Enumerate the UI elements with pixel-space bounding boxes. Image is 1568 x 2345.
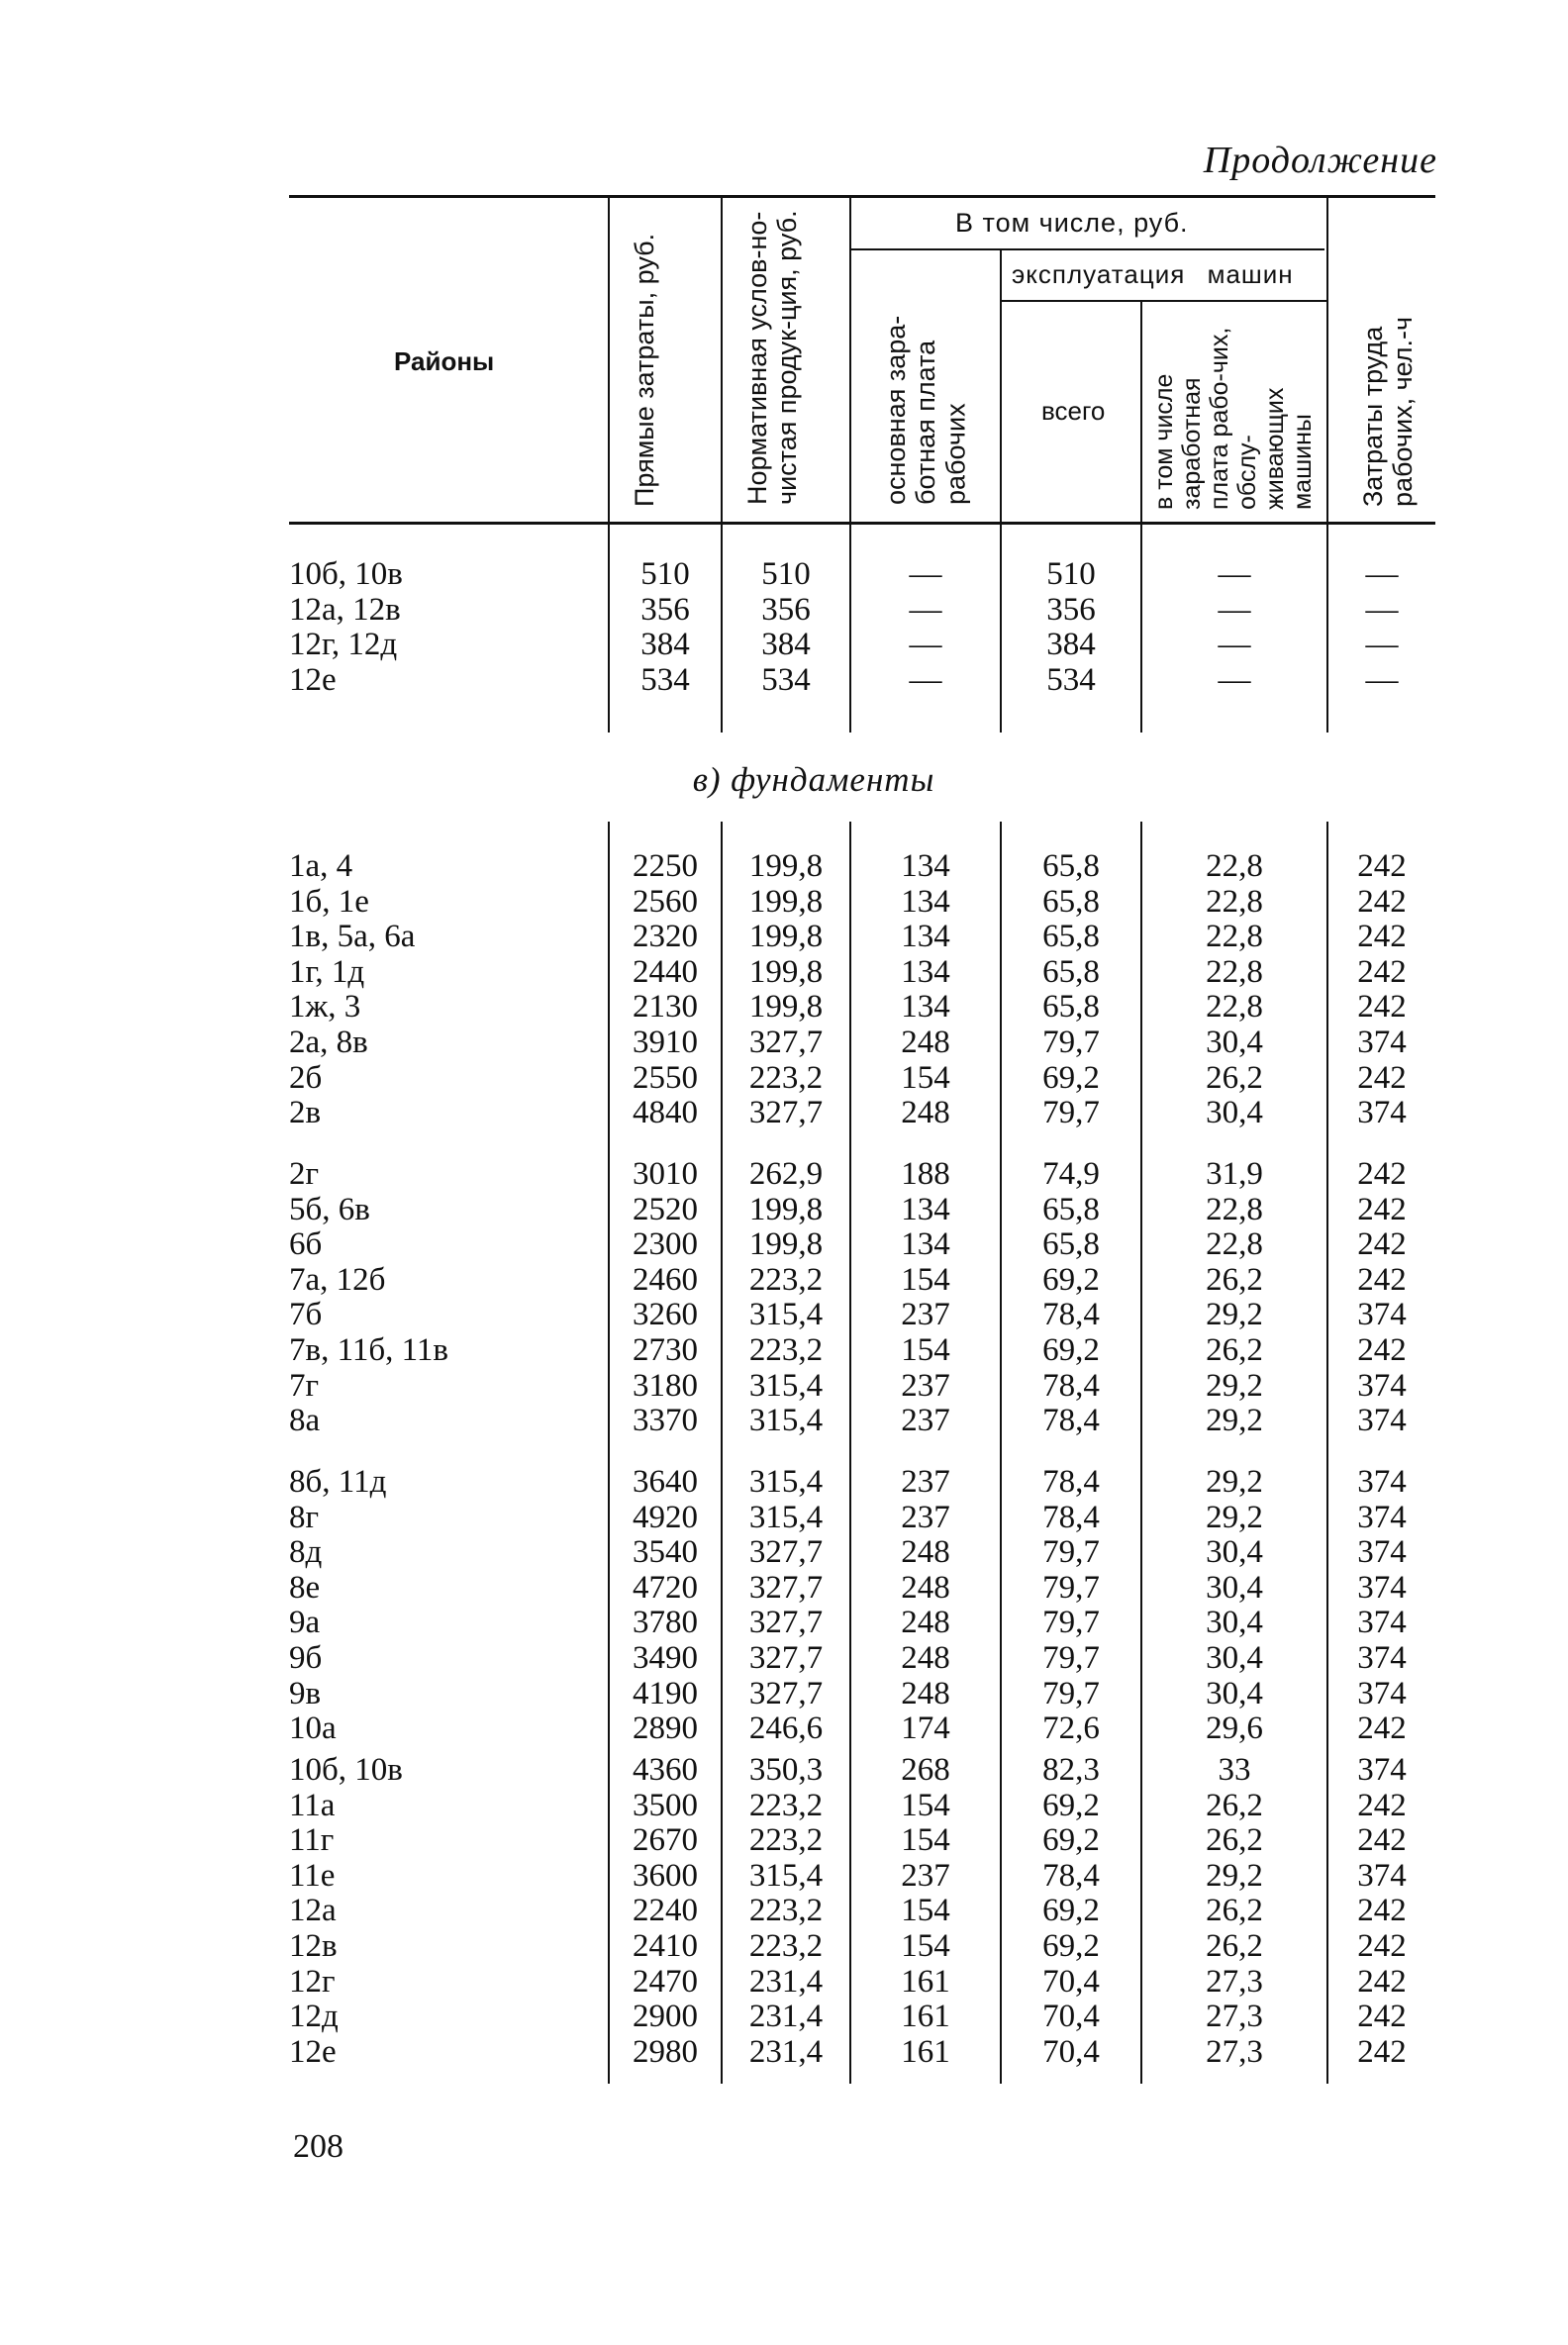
cell-normative: 327,7	[748, 1675, 824, 1711]
cell-district: 12г	[289, 1963, 336, 2000]
cell-wages: 154	[901, 1893, 950, 1929]
cell-wages: 154	[901, 1822, 950, 1859]
cell-incl: 27,3	[1206, 2033, 1263, 2070]
cell-total: 534	[1046, 661, 1096, 698]
cell-total: 65,8	[1042, 989, 1100, 1026]
including-rule	[849, 248, 1324, 250]
cell-incl: 26,2	[1206, 1822, 1263, 1859]
cell-district: 12а	[289, 1893, 337, 1929]
cell-incl: —	[1218, 627, 1251, 663]
cell-total: 79,7	[1042, 1025, 1100, 1060]
cell-wages: 248	[901, 1675, 950, 1711]
cell-total: 69,2	[1042, 1787, 1100, 1823]
cell-labor: 242	[1357, 989, 1407, 1026]
cell-total: 69,2	[1042, 1928, 1100, 1964]
cell-labor: 374	[1357, 1569, 1407, 1606]
cell-district: 2а, 8в	[289, 1025, 368, 1060]
header-divider	[721, 198, 723, 522]
cell-labor: 374	[1357, 1464, 1407, 1500]
cell-total: 79,7	[1042, 1640, 1100, 1676]
cell-direct: 2560	[633, 883, 698, 920]
cell-wages: 154	[901, 1787, 950, 1823]
cell-incl: 30,4	[1206, 1675, 1263, 1711]
cell-labor: 242	[1357, 1332, 1407, 1368]
cell-total: 82,3	[1042, 1752, 1100, 1788]
cell-direct: 356	[640, 591, 690, 628]
cell-direct: 3910	[633, 1025, 698, 1060]
cell-incl: 26,2	[1206, 1059, 1263, 1096]
cell-total: 79,7	[1042, 1569, 1100, 1606]
cell-labor: 242	[1357, 1999, 1407, 2035]
cell-direct: 2550	[633, 1059, 698, 1096]
header-incl-wages: в том числе заработная плата рабо-чих, обслу-живающих машины	[1150, 327, 1317, 510]
cell-incl: 30,4	[1206, 1025, 1263, 1060]
cell-direct: 2130	[633, 989, 698, 1026]
cell-total: 384	[1046, 627, 1096, 663]
cell-direct: 2320	[633, 919, 698, 955]
cell-wages: 174	[901, 1710, 950, 1747]
cell-district: 12а, 12в	[289, 591, 401, 628]
cell-labor: 374	[1357, 1025, 1407, 1060]
cell-labor: 242	[1357, 1893, 1407, 1929]
header-divider	[1000, 250, 1002, 522]
cell-total: 74,9	[1042, 1156, 1100, 1192]
cell-total: 69,2	[1042, 1261, 1100, 1298]
cell-incl: 22,8	[1206, 919, 1263, 955]
cell-district: 1б, 1е	[289, 883, 369, 920]
cell-incl: 22,8	[1206, 1226, 1263, 1263]
cell-labor: 374	[1357, 1675, 1407, 1711]
cell-total: 69,2	[1042, 1332, 1100, 1368]
cell-district: 1г, 1д	[289, 953, 365, 990]
cell-direct: 3490	[633, 1640, 698, 1676]
cell-total: 78,4	[1042, 1297, 1100, 1333]
cell-wages: —	[909, 591, 942, 628]
cell-wages: 134	[901, 919, 950, 955]
cell-district: 7а, 12б	[289, 1261, 386, 1298]
cell-incl: 29,6	[1206, 1710, 1263, 1747]
cell-total: 78,4	[1042, 1857, 1100, 1894]
cell-normative: 223,2	[748, 1787, 824, 1823]
cell-district: 1а, 4	[289, 848, 353, 884]
cell-incl: 29,2	[1206, 1367, 1263, 1404]
cell-labor: 374	[1357, 1297, 1407, 1333]
cell-total: 510	[1046, 556, 1096, 592]
cell-labor: —	[1365, 627, 1399, 663]
cell-direct: 3540	[633, 1534, 698, 1571]
cell-incl: —	[1218, 591, 1251, 628]
cell-district: 12е	[289, 661, 337, 698]
cell-direct: 3010	[633, 1156, 698, 1192]
cell-direct: 3500	[633, 1787, 698, 1823]
cell-total: 356	[1046, 591, 1096, 628]
cell-incl: 26,2	[1206, 1928, 1263, 1964]
cell-wages: 134	[901, 883, 950, 920]
cell-direct: 510	[640, 556, 690, 592]
cell-normative: 315,4	[748, 1464, 824, 1500]
cell-normative: 327,7	[748, 1095, 824, 1131]
cell-normative: 223,2	[748, 1332, 824, 1368]
cell-normative: 327,7	[748, 1640, 824, 1676]
cell-normative: 315,4	[748, 1367, 824, 1404]
cell-wages: 161	[901, 2033, 950, 2070]
cell-direct: 3600	[633, 1857, 698, 1894]
cell-incl: 27,3	[1206, 1999, 1263, 2035]
cell-normative: 223,2	[748, 1822, 824, 1859]
header-machine-operation: эксплуатация машин	[1012, 259, 1294, 289]
cell-direct: 4840	[633, 1095, 698, 1131]
cell-district: 12в	[289, 1928, 338, 1964]
cell-labor: 242	[1357, 1261, 1407, 1298]
cell-labor: 374	[1357, 1752, 1407, 1788]
header-including: В том числе, руб.	[955, 208, 1189, 238]
cell-wages: 154	[901, 1332, 950, 1368]
cell-wages: 161	[901, 1963, 950, 2000]
cell-wages: 237	[901, 1297, 950, 1333]
cell-direct: 2730	[633, 1332, 698, 1368]
cell-labor: 242	[1357, 953, 1407, 990]
cell-district: 9а	[289, 1605, 321, 1641]
cell-district: 2б	[289, 1059, 323, 1096]
cell-incl: 29,2	[1206, 1499, 1263, 1535]
cell-district: 12е	[289, 2033, 337, 2070]
cell-labor: 242	[1357, 883, 1407, 920]
cell-incl: 30,4	[1206, 1569, 1263, 1606]
cell-wages: 248	[901, 1534, 950, 1571]
cell-labor: 374	[1357, 1640, 1407, 1676]
cell-labor: 242	[1357, 2033, 1407, 2070]
cell-direct: 2520	[633, 1191, 698, 1227]
cell-direct: 534	[640, 661, 690, 698]
cell-normative: 199,8	[748, 1226, 824, 1263]
cell-labor: 374	[1357, 1095, 1407, 1131]
cell-wages: 134	[901, 1191, 950, 1227]
cell-wages: 237	[901, 1857, 950, 1894]
cell-total: 70,4	[1042, 1963, 1100, 2000]
cell-district: 9в	[289, 1675, 322, 1711]
cell-district: 9б	[289, 1640, 323, 1676]
header-bottom-rule	[289, 522, 1435, 525]
cell-total: 69,2	[1042, 1893, 1100, 1929]
cell-direct: 2240	[633, 1893, 698, 1929]
section-title: в) фундаменты	[692, 760, 935, 799]
cell-direct: 2470	[633, 1963, 698, 2000]
cell-district: 11г	[289, 1822, 335, 1859]
cell-labor: —	[1365, 661, 1399, 698]
cell-direct: 384	[640, 627, 690, 663]
cell-district: 12д	[289, 1999, 339, 2035]
cell-labor: 374	[1357, 1367, 1407, 1404]
cell-district: 12г, 12д	[289, 627, 398, 663]
cell-incl: 29,2	[1206, 1857, 1263, 1894]
cell-wages: 248	[901, 1095, 950, 1131]
cell-wages: 154	[901, 1928, 950, 1964]
cell-incl: 22,8	[1206, 953, 1263, 990]
cell-direct: 2670	[633, 1822, 698, 1859]
cell-labor: 242	[1357, 1059, 1407, 1096]
cell-labor: 242	[1357, 919, 1407, 955]
cell-normative: 327,7	[748, 1534, 824, 1571]
continued-label: Продолжение	[1203, 140, 1437, 181]
machines-rule	[1000, 300, 1326, 302]
cell-total: 78,4	[1042, 1499, 1100, 1535]
header-labor-costs: Затраты труда рабочих, чел.-ч	[1358, 316, 1419, 507]
header-divider	[608, 198, 610, 522]
cell-labor: —	[1365, 591, 1399, 628]
cell-total: 65,8	[1042, 1191, 1100, 1227]
header-districts: Районы	[394, 346, 495, 376]
cell-direct: 3640	[633, 1464, 698, 1500]
cell-incl: 30,4	[1206, 1605, 1263, 1641]
cell-normative: 199,8	[748, 989, 824, 1026]
cell-labor: 242	[1357, 1822, 1407, 1859]
cell-wages: 248	[901, 1640, 950, 1676]
cell-wages: 248	[901, 1025, 950, 1060]
cell-labor: 374	[1357, 1499, 1407, 1535]
cell-direct: 4360	[633, 1752, 698, 1788]
cell-district: 11е	[289, 1857, 336, 1894]
cell-direct: 2460	[633, 1261, 698, 1298]
cell-district: 1ж, 3	[289, 989, 361, 1026]
cell-total: 79,7	[1042, 1095, 1100, 1131]
cell-direct: 2300	[633, 1226, 698, 1263]
cell-total: 70,4	[1042, 2033, 1100, 2070]
cell-labor: 242	[1357, 1928, 1407, 1964]
cell-total: 79,7	[1042, 1675, 1100, 1711]
cell-labor: 374	[1357, 1403, 1407, 1439]
cell-district: 8б, 11д	[289, 1464, 387, 1500]
cell-district: 8д	[289, 1534, 323, 1571]
cell-direct: 2890	[633, 1710, 698, 1747]
cell-incl: —	[1218, 556, 1251, 592]
cell-total: 69,2	[1042, 1059, 1100, 1096]
cell-incl: 26,2	[1206, 1787, 1263, 1823]
cell-direct: 4720	[633, 1569, 698, 1606]
cell-total: 65,8	[1042, 883, 1100, 920]
cell-direct: 2900	[633, 1999, 698, 2035]
cell-total: 70,4	[1042, 1999, 1100, 2035]
cell-normative: 356	[761, 591, 811, 628]
cell-normative: 315,4	[748, 1857, 824, 1894]
cell-labor: 374	[1357, 1857, 1407, 1894]
header-divider	[1140, 302, 1142, 522]
cell-incl: 30,4	[1206, 1095, 1263, 1131]
cell-normative: 199,8	[748, 848, 824, 884]
cell-wages: 237	[901, 1403, 950, 1439]
cell-wages: 154	[901, 1261, 950, 1298]
cell-total: 69,2	[1042, 1822, 1100, 1859]
cell-normative: 327,7	[748, 1569, 824, 1606]
cell-direct: 3780	[633, 1605, 698, 1641]
cell-normative: 262,9	[748, 1156, 824, 1192]
cell-wages: —	[909, 627, 942, 663]
cell-normative: 199,8	[748, 1191, 824, 1227]
cell-normative: 199,8	[748, 919, 824, 955]
cell-total: 72,6	[1042, 1710, 1100, 1747]
header-base-wages: основная зара-ботная плата рабочих	[881, 315, 971, 505]
cell-wages: 237	[901, 1367, 950, 1404]
cell-district: 7в, 11б, 11в	[289, 1332, 449, 1368]
cell-labor: 242	[1357, 1156, 1407, 1192]
cell-total: 65,8	[1042, 953, 1100, 990]
cell-labor: —	[1365, 556, 1399, 592]
cell-incl: 22,8	[1206, 989, 1263, 1026]
cell-wages: 268	[901, 1752, 950, 1788]
cell-incl: 30,4	[1206, 1640, 1263, 1676]
cell-normative: 350,3	[748, 1752, 824, 1788]
cell-normative: 199,8	[748, 883, 824, 920]
cell-normative: 246,6	[748, 1710, 824, 1747]
cell-normative: 223,2	[748, 1059, 824, 1096]
header-divider	[1326, 198, 1328, 522]
cell-labor: 242	[1357, 1191, 1407, 1227]
page-number: 208	[293, 2128, 343, 2165]
cell-incl: 30,4	[1206, 1534, 1263, 1571]
cell-wages: 161	[901, 1999, 950, 2035]
cell-normative: 223,2	[748, 1261, 824, 1298]
cell-normative: 327,7	[748, 1605, 824, 1641]
cell-incl: 33	[1218, 1752, 1251, 1788]
cell-wages: 248	[901, 1605, 950, 1641]
cell-wages: 134	[901, 953, 950, 990]
cell-normative: 223,2	[748, 1928, 824, 1964]
cell-normative: 231,4	[748, 1963, 824, 2000]
cell-district: 7г	[289, 1367, 320, 1404]
cell-district: 1в, 5а, 6а	[289, 919, 416, 955]
cell-incl: 22,8	[1206, 848, 1263, 884]
cell-direct: 3370	[633, 1403, 698, 1439]
cell-direct: 2410	[633, 1928, 698, 1964]
cell-normative: 315,4	[748, 1403, 824, 1439]
cell-direct: 4190	[633, 1675, 698, 1711]
header-normative-output: Нормативная услов-но-чистая продук-ция, руб.	[742, 210, 803, 505]
cell-district: 10б, 10в	[289, 556, 403, 592]
table-top-rule	[289, 195, 1435, 198]
cell-direct: 2980	[633, 2033, 698, 2070]
cell-normative: 384	[761, 627, 811, 663]
cell-district: 5б, 6в	[289, 1191, 370, 1227]
cell-wages: 134	[901, 848, 950, 884]
cell-incl: 29,2	[1206, 1297, 1263, 1333]
cell-normative: 231,4	[748, 2033, 824, 2070]
cell-district: 2в	[289, 1095, 322, 1131]
cell-normative: 510	[761, 556, 811, 592]
cell-incl: —	[1218, 661, 1251, 698]
cell-normative: 327,7	[748, 1025, 824, 1060]
cell-incl: 22,8	[1206, 883, 1263, 920]
cell-direct: 4920	[633, 1499, 698, 1535]
cell-district: 10а	[289, 1710, 337, 1747]
cell-direct: 3260	[633, 1297, 698, 1333]
cell-normative: 315,4	[748, 1499, 824, 1535]
cell-district: 2г	[289, 1156, 320, 1192]
header-divider	[849, 198, 851, 522]
cell-labor: 374	[1357, 1605, 1407, 1641]
cell-normative: 315,4	[748, 1297, 824, 1333]
cell-labor: 242	[1357, 848, 1407, 884]
cell-total: 78,4	[1042, 1403, 1100, 1439]
cell-incl: 22,8	[1206, 1191, 1263, 1227]
cell-total: 79,7	[1042, 1605, 1100, 1641]
cell-district: 8г	[289, 1499, 320, 1535]
cell-labor: 374	[1357, 1534, 1407, 1571]
cell-normative: 199,8	[748, 953, 824, 990]
cell-incl: 26,2	[1206, 1332, 1263, 1368]
cell-direct: 3180	[633, 1367, 698, 1404]
cell-district: 10б, 10в	[289, 1752, 403, 1788]
cell-incl: 26,2	[1206, 1261, 1263, 1298]
cell-normative: 231,4	[748, 1999, 824, 2035]
cell-wages: 134	[901, 1226, 950, 1263]
cell-labor: 242	[1357, 1226, 1407, 1263]
cell-wages: —	[909, 556, 942, 592]
cell-direct: 2440	[633, 953, 698, 990]
cell-wages: 188	[901, 1156, 950, 1192]
cell-direct: 2250	[633, 848, 698, 884]
cell-total: 79,7	[1042, 1534, 1100, 1571]
cell-wages: —	[909, 661, 942, 698]
cell-district: 8а	[289, 1403, 321, 1439]
cell-total: 78,4	[1042, 1367, 1100, 1404]
cell-total: 65,8	[1042, 848, 1100, 884]
cell-wages: 237	[901, 1499, 950, 1535]
cell-wages: 237	[901, 1464, 950, 1500]
cell-total: 65,8	[1042, 919, 1100, 955]
cell-labor: 242	[1357, 1710, 1407, 1747]
cell-district: 7б	[289, 1297, 323, 1333]
cell-incl: 29,2	[1206, 1403, 1263, 1439]
header-total: всего	[1041, 396, 1106, 426]
cell-normative: 534	[761, 661, 811, 698]
cell-incl: 31,9	[1206, 1156, 1263, 1192]
cell-district: 8е	[289, 1569, 321, 1606]
cell-wages: 248	[901, 1569, 950, 1606]
header-direct-costs: Прямые затраты, руб.	[630, 233, 659, 507]
cell-incl: 29,2	[1206, 1464, 1263, 1500]
cell-normative: 223,2	[748, 1893, 824, 1929]
cell-labor: 242	[1357, 1963, 1407, 2000]
cell-district: 11а	[289, 1787, 336, 1823]
cell-wages: 134	[901, 989, 950, 1026]
cell-total: 65,8	[1042, 1226, 1100, 1263]
cell-labor: 242	[1357, 1787, 1407, 1823]
cell-total: 78,4	[1042, 1464, 1100, 1500]
cell-district: 6б	[289, 1226, 323, 1263]
cell-incl: 27,3	[1206, 1963, 1263, 2000]
cell-incl: 26,2	[1206, 1893, 1263, 1929]
cell-wages: 154	[901, 1059, 950, 1096]
